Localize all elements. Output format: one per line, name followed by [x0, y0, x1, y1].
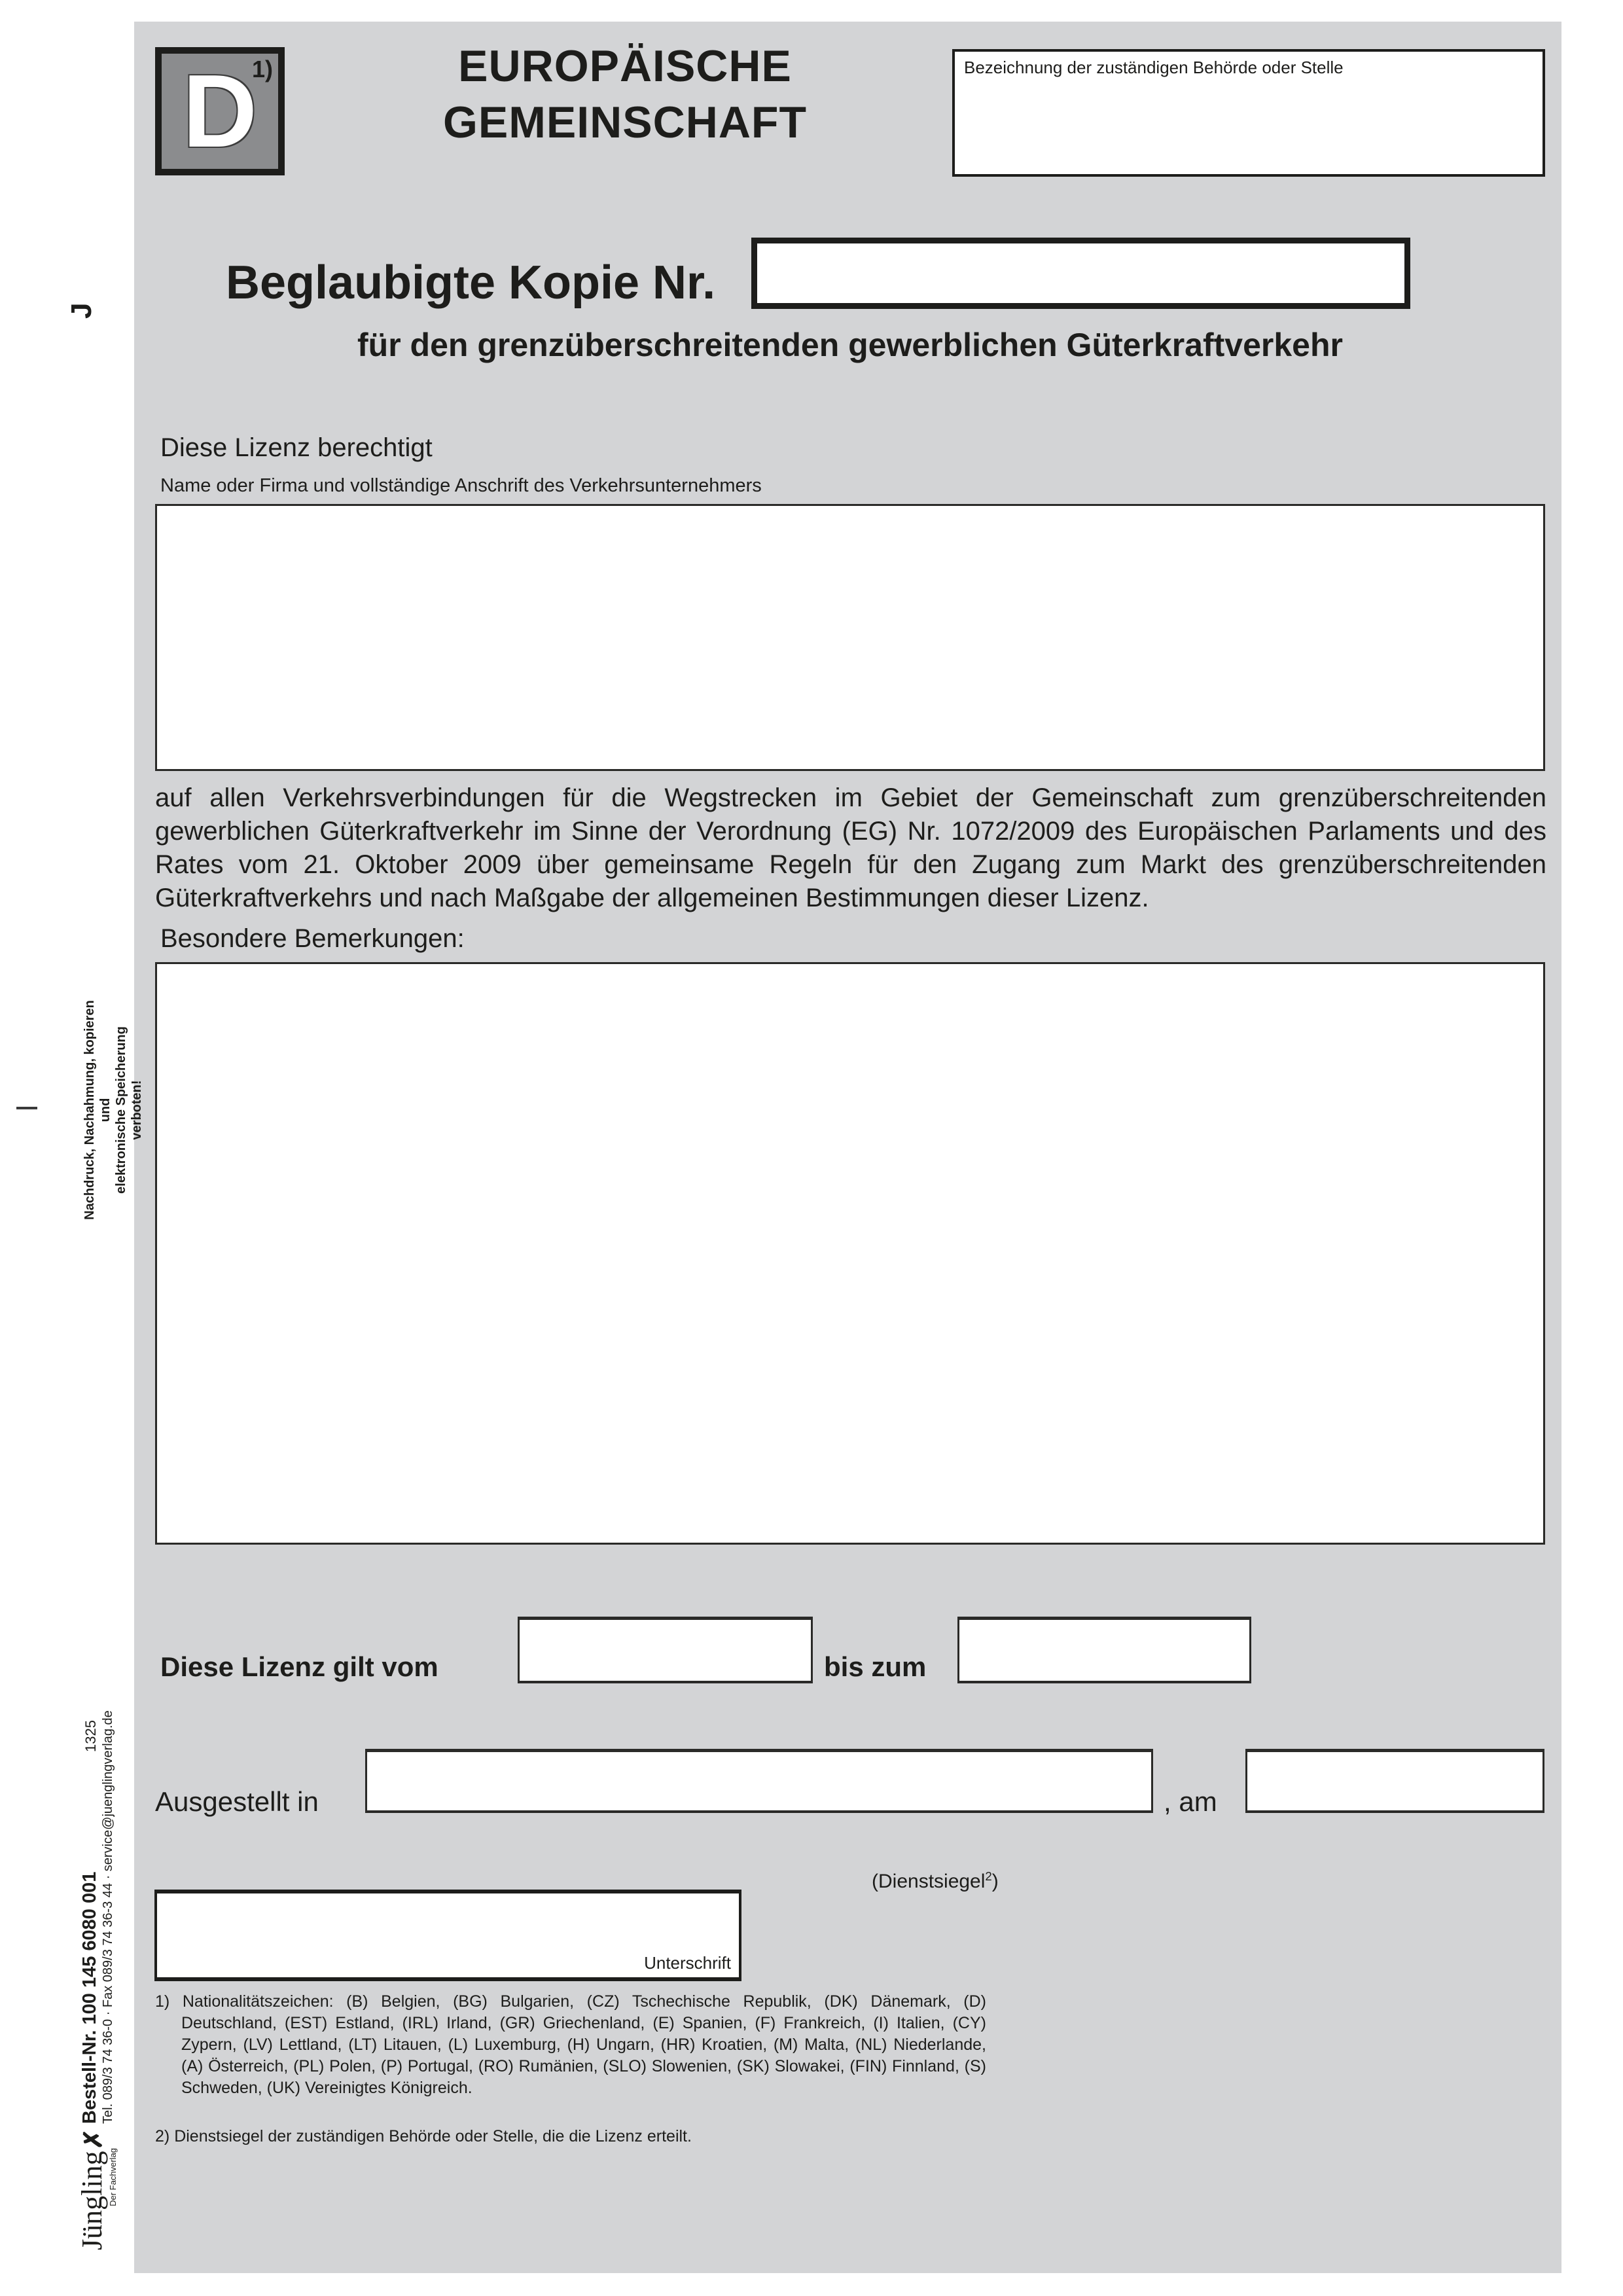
- copyright-line2: elektronische Speicherung verboten!: [114, 1026, 144, 1194]
- copyright-notice: [82, 995, 145, 1225]
- issued-in-box[interactable]: [365, 1749, 1153, 1813]
- issued-date-box[interactable]: [1245, 1749, 1544, 1813]
- valid-from-label: Diese Lizenz gilt vom: [160, 1651, 438, 1682]
- certified-copy-subtitle: für den grenzüberschreitenden gewerblichen Güterkraftverkehr: [357, 327, 1343, 363]
- publisher-name: Jüngling: [76, 2151, 108, 2250]
- page-title-line1: EUROPÄISCHE: [458, 41, 792, 91]
- publisher-logo-wordmark: [76, 2128, 109, 2250]
- license-intro-label: Diese Lizenz berechtigt: [160, 433, 433, 462]
- publisher-x-icon: ✗: [80, 2128, 107, 2150]
- certified-copy-number-box[interactable]: [751, 238, 1410, 309]
- order-info-line1: [79, 1720, 100, 2124]
- footnote-2-marker: 2): [155, 2127, 170, 2145]
- order-info-block: [79, 1710, 116, 2124]
- remarks-label: Besondere Bemerkungen:: [160, 924, 465, 953]
- issued-in-label: Ausgestellt in: [155, 1786, 319, 1817]
- signature-label: Unterschrift: [644, 1953, 731, 1973]
- page-title: [353, 38, 897, 151]
- publisher-logo: [76, 2128, 118, 2250]
- official-seal-label: (Dienstsiegel$^2$): [872, 1869, 999, 1892]
- seal-footnote-ref: 2: [985, 1869, 992, 1883]
- order-number: Bestell-Nr. 100 145 6080 001: [79, 1871, 100, 2124]
- footnote-2: [155, 2126, 986, 2147]
- country-badge: [155, 47, 285, 175]
- footnote-1-text: Nationalitätszeichen: (B) Belgien, (BG) Bulgarien, (CZ) Tschechische Republik, (DK) Dänemark, (D) Deutschland, (EST) Estland, (IRL) Irland, (GR) Griechenland, (E) Spanien, (F) Frankreich, (I) Italien, (CY) Zypern, (LV) Lettland, (LT) Litauen, (L) Luxemburg, (H) Ungarn, (HR) Kroatien, (M) Malta, (NL) Niederlande, (A) Österreich, (PL) Polen, (P) Portugal, (RO) Rumänien, (SLO) Slowenien, (SK) Slowakei, (FIN) Finnland, (S) Schweden, (UK) Vereinigtes Königreich.: [181, 1992, 986, 2097]
- page-title-line2: GEMEINSCHAFT: [443, 98, 807, 147]
- form-code: 1325: [82, 1720, 99, 1752]
- authority-box-label: Bezeichnung der zuständigen Behörde oder Stelle: [964, 58, 1344, 77]
- holder-name-box[interactable]: [155, 504, 1545, 771]
- valid-to-box[interactable]: [957, 1617, 1251, 1683]
- footnote-2-text: Dienstsiegel der zuständigen Behörde oder Stelle, die die Lizenz erteilt.: [174, 2127, 692, 2145]
- valid-from-box[interactable]: [518, 1617, 813, 1683]
- authority-box[interactable]: [952, 49, 1545, 177]
- certified-copy-label: Beglaubigte Kopie Nr.: [226, 257, 716, 309]
- signature-box[interactable]: [154, 1890, 741, 1981]
- issued-date-label: , am: [1164, 1786, 1217, 1817]
- country-letter: D: [182, 54, 258, 169]
- footnote-1-marker: 1): [155, 1992, 170, 2011]
- fold-mark-dash: [16, 1107, 37, 1109]
- valid-to-label: bis zum: [824, 1651, 927, 1682]
- fold-mark-letter: J: [65, 302, 98, 319]
- holder-box-label: Name oder Firma und vollständige Anschrift des Verkehrsunternehmers: [160, 475, 762, 496]
- remarks-box[interactable]: [155, 962, 1545, 1545]
- country-footnote-ref: 1): [251, 56, 273, 82]
- footnote-1: [155, 1991, 986, 2099]
- publisher-tagline: Der Fachverlag: [108, 2148, 118, 2206]
- license-scope-text: auf allen Verkehrsverbindungen für die Wegstrecken im Gebiet der Gemeinschaft zum grenzüberschreitenden gewerblichen Güterkraftverkehr im Sinne der Verordnung (EG) Nr. 1072/2009 des Europäischen Parlaments und des Rates vom 21. Oktober 2009 über gemeinsame Regeln für den Zugang zum Markt des grenzüberschreitenden Güterkraftverkehrs und nach Maßgabe der allgemeinen Bestimmungen dieser Lizenz.: [155, 783, 1546, 912]
- publisher-contact: Tel. 089/3 74 36-0 · Fax 089/3 74 36-3 44 · service@juenglingverlag.de: [101, 1710, 115, 2124]
- copyright-line1: Nachdruck, Nachahmung, kopieren und: [82, 1000, 113, 1220]
